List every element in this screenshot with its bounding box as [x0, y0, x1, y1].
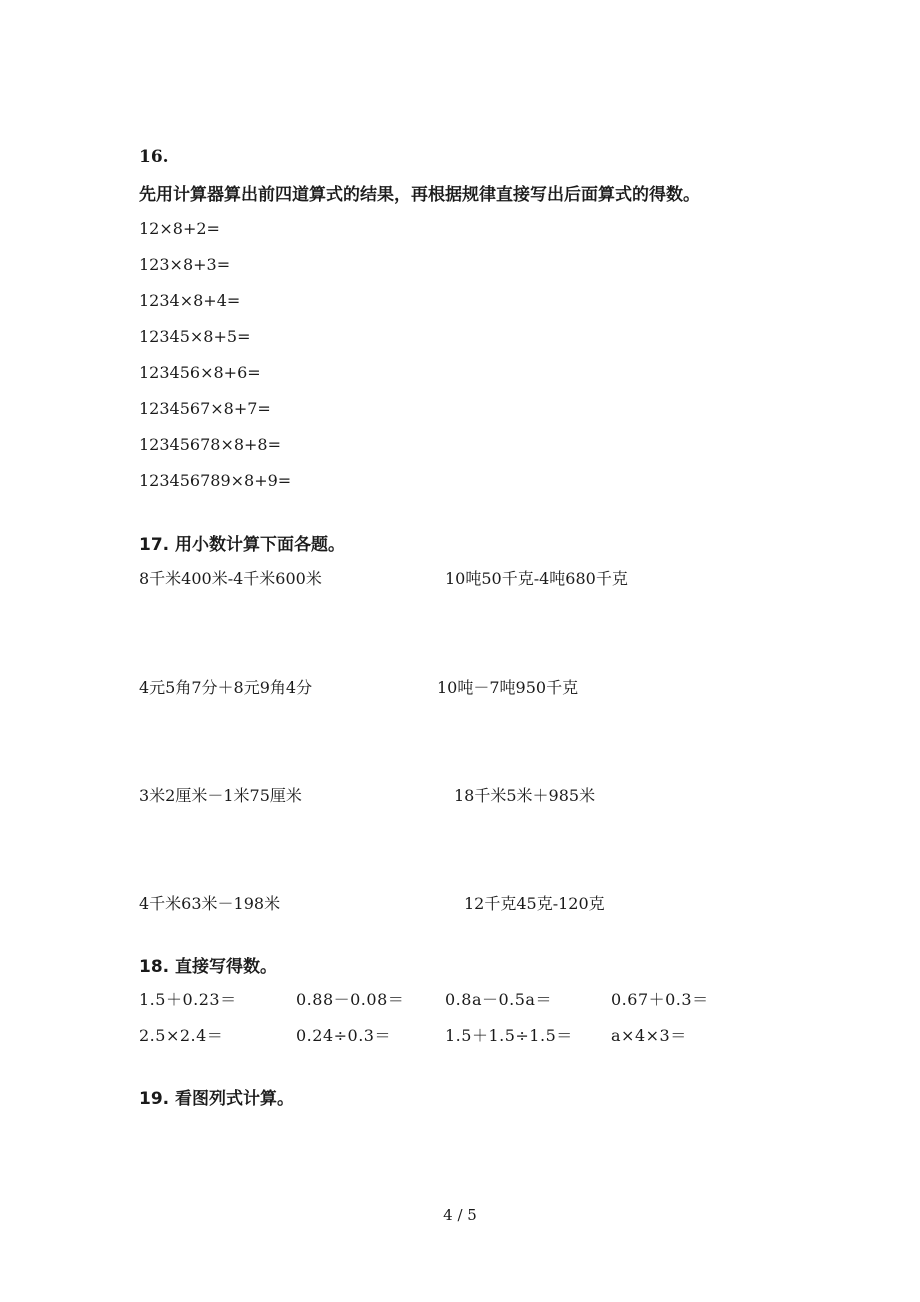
question-17-title: 17. 用小数计算下面各题。: [139, 535, 346, 555]
q17-problem-3-left: 3米2厘米－1米75厘米: [139, 786, 302, 805]
q16-equation-8: 123456789×8+9=: [139, 471, 292, 490]
q17-problem-4-right: 12千克45克-120克: [464, 894, 605, 913]
q17-problem-2-right: 10吨－7吨950千克: [437, 678, 579, 697]
q16-equation-2: 123×8+3=: [139, 255, 231, 274]
question-19-title: 19. 看图列式计算。: [139, 1089, 295, 1109]
q17-problem-2-left: 4元5角7分＋8元9角4分: [139, 678, 313, 697]
question-16-number: 16.: [139, 147, 169, 167]
q17-problem-1-right: 10吨50千克-4吨680千克: [445, 569, 628, 588]
q18-item-1-4: 0.67＋0.3＝: [611, 990, 709, 1009]
q18-item-2-4: a×4×3＝: [611, 1026, 687, 1045]
q16-equation-5: 123456×8+6=: [139, 363, 261, 382]
q18-item-2-2: 0.24÷0.3＝: [296, 1026, 391, 1045]
question-18-title: 18. 直接写得数。: [139, 957, 278, 977]
q17-problem-4-left: 4千米63米－198米: [139, 894, 281, 913]
question-16-instruction: 先用计算器算出前四道算式的结果，再根据规律直接写出后面算式的得数。: [139, 185, 700, 205]
q16-equation-6: 1234567×8+7=: [139, 399, 271, 418]
q18-item-2-3: 1.5＋1.5÷1.5＝: [445, 1026, 573, 1045]
q18-item-1-2: 0.88－0.08＝: [296, 990, 405, 1009]
q18-item-1-1: 1.5＋0.23＝: [139, 990, 237, 1009]
q17-problem-3-right: 18千米5米＋985米: [454, 786, 596, 805]
q16-equation-7: 12345678×8+8=: [139, 435, 282, 454]
q16-equation-3: 1234×8+4=: [139, 291, 241, 310]
q17-problem-1-left: 8千米400米-4千米600米: [139, 569, 322, 588]
q18-item-1-3: 0.8a－0.5a＝: [445, 990, 552, 1009]
page-number: 4 / 5: [443, 1206, 477, 1224]
q16-equation-1: 12×8+2=: [139, 219, 220, 238]
q18-item-2-1: 2.5×2.4＝: [139, 1026, 224, 1045]
q16-equation-4: 12345×8+5=: [139, 327, 251, 346]
